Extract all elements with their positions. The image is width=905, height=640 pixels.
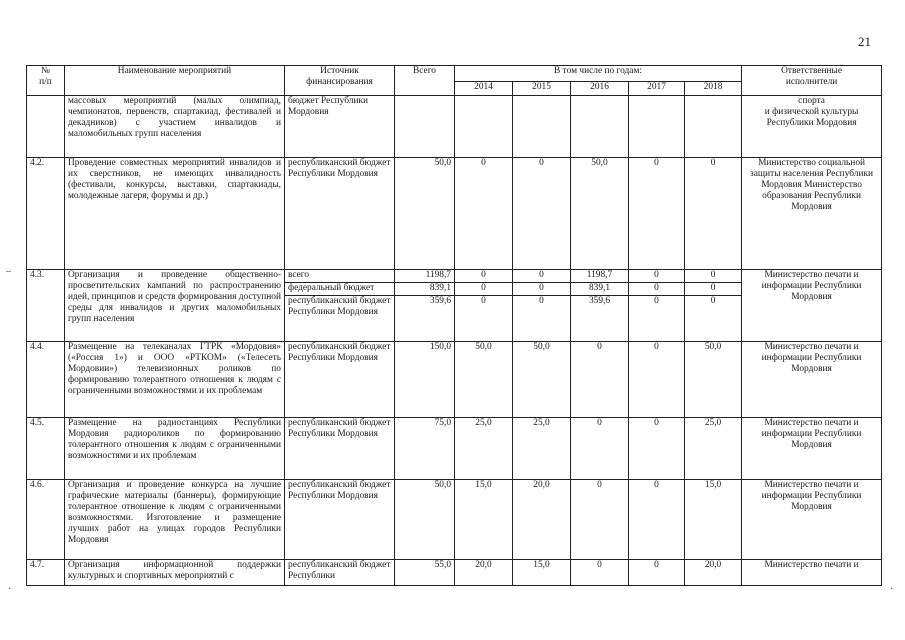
header-year: 2017 xyxy=(629,82,685,96)
header-num: № п/п xyxy=(27,66,65,96)
value-line: 1198,7 xyxy=(571,270,628,283)
funding-source-line: всего xyxy=(285,270,394,283)
year-value xyxy=(629,96,685,158)
total-value xyxy=(395,96,455,158)
responsible-executor: Министерство печати и xyxy=(742,560,882,586)
year-value: 0 xyxy=(571,418,629,480)
year-value: 0 xyxy=(629,418,685,480)
header-source: Источник финансирования xyxy=(285,66,395,96)
funding-source: республиканский бюджет Республики Мордовия xyxy=(285,418,395,480)
table-row xyxy=(27,480,882,560)
table-row xyxy=(27,270,882,342)
total-value: 50,0 xyxy=(395,158,455,270)
total-value: 50,0 xyxy=(395,480,455,560)
year-value: 20,0 xyxy=(455,560,513,586)
total-value: 55,0 xyxy=(395,560,455,586)
year-value xyxy=(513,96,571,158)
measure-name: Размещение на телеканалах ГТРК «Мордовия» («Россия 1») и ООО «РТКОМ» («Телесеть Мордовии») телевизионных роликов по формированию толерантного отношения к людям с ограниченными возможностями и их проблемам xyxy=(65,342,285,418)
row-number: 4.3. xyxy=(27,270,65,342)
funding-source xyxy=(285,270,395,342)
measure-name: Размещение на радиостанциях Республики Мордовия радиороликов по формированию толерантного отношения к людям с ограниченными возможностями и их проблемам xyxy=(65,418,285,480)
margin-mark: – xyxy=(6,266,11,277)
header-year: 2015 xyxy=(513,82,571,96)
responsible-executor: Министерство печати и информации Республики Мордовия xyxy=(742,418,882,480)
header-responsible: Ответственные исполнители xyxy=(742,66,882,96)
measure-name: Организация информационной поддержки культурных и спортивных мероприятий с xyxy=(65,560,285,586)
year-value xyxy=(571,270,629,342)
year-value: 0 xyxy=(571,560,629,586)
year-value xyxy=(571,96,629,158)
value-line: 0 xyxy=(710,296,716,306)
funding-source: республиканский бюджет Республики Мордовия xyxy=(285,342,395,418)
year-value: 25,0 xyxy=(513,418,571,480)
header-total: Всего xyxy=(395,66,455,96)
measure-name: массовых мероприятий (малых олимпиад, чемпионатов, первенств, спартакиад, фестивалей и декадников) с участием инвалидов и маломобильных групп населения xyxy=(65,96,285,158)
row-number: 4.6. xyxy=(27,480,65,560)
value-line: 0 xyxy=(513,283,570,296)
responsible-executor: Министерство печати и информации Республики Мордовия xyxy=(742,342,882,418)
year-value: 15,0 xyxy=(455,480,513,560)
row-number: 4.2. xyxy=(27,158,65,270)
year-value: 15,0 xyxy=(513,560,571,586)
value-line: 359,6 xyxy=(588,296,611,306)
year-value: 25,0 xyxy=(685,418,742,480)
margin-mark: · xyxy=(890,584,894,595)
year-value: 50,0 xyxy=(455,342,513,418)
table-row xyxy=(27,418,882,480)
responsible-executor: Министерство социальной защиты населения Республики Мордовия Министерство образования Республики Мордовия xyxy=(742,158,882,270)
value-line: 839,1 xyxy=(571,283,628,296)
value-line: 0 xyxy=(513,270,570,283)
year-value: 50,0 xyxy=(513,342,571,418)
row-number xyxy=(27,96,65,158)
year-value: 20,0 xyxy=(513,480,571,560)
year-value: 50,0 xyxy=(571,158,629,270)
measure-name: Организация и проведение конкурса на лучшие графические материалы (баннеры), формирующие толерантное отношение к людям с ограниченными возможностями. Изготовление и размещение лучших работ на улицах городов Республики Мордовия xyxy=(65,480,285,560)
responsible-executor: Министерство печати и информации Республики Мордовия xyxy=(742,270,882,342)
measures-table xyxy=(26,65,882,586)
total-value xyxy=(395,270,455,342)
year-value: 15,0 xyxy=(685,480,742,560)
year-value: 0 xyxy=(455,158,513,270)
value-line: 0 xyxy=(629,270,684,283)
funding-source-line: республиканский бюджет Республики Мордовия xyxy=(288,296,391,317)
responsible-executor: спорта и физической культуры Республики Мордовия xyxy=(742,96,882,158)
funding-source: республиканский бюджет Республики Мордовия xyxy=(285,158,395,270)
value-line: 0 xyxy=(539,296,544,306)
table-row xyxy=(27,158,882,270)
total-value: 75,0 xyxy=(395,418,455,480)
year-value xyxy=(685,270,742,342)
row-number: 4.4. xyxy=(27,342,65,418)
funding-source: бюджет Республики Мордовия xyxy=(285,96,395,158)
header-year: 2018 xyxy=(685,82,742,96)
funding-source: республиканский бюджет Республики Мордовия xyxy=(285,480,395,560)
value-line: 0 xyxy=(481,296,486,306)
header-year: 2014 xyxy=(455,82,513,96)
year-value xyxy=(455,96,513,158)
row-number: 4.7. xyxy=(27,560,65,586)
table-row xyxy=(27,560,882,586)
value-line: 0 xyxy=(455,283,512,296)
year-value: 0 xyxy=(629,480,685,560)
header-name: Наименование мероприятий xyxy=(65,66,285,96)
measure-name: Проведение совместных мероприятий инвалидов и их сверстников, не имеющих инвалидность (фестивали, конкурсы, выставки, спартакиады, молодежные лагеря, форумы и др.) xyxy=(65,158,285,270)
value-line: 839,1 xyxy=(395,283,454,296)
row-number: 4.5. xyxy=(27,418,65,480)
year-value: 0 xyxy=(513,158,571,270)
value-line: 0 xyxy=(455,270,512,283)
funding-source: республиканский бюджет Республики xyxy=(285,560,395,586)
year-value: 0 xyxy=(629,560,685,586)
header-year: 2016 xyxy=(571,82,629,96)
year-value: 25,0 xyxy=(455,418,513,480)
value-line: 0 xyxy=(685,270,741,283)
year-value: 20,0 xyxy=(685,560,742,586)
year-value: 50,0 xyxy=(685,342,742,418)
year-value: 0 xyxy=(571,342,629,418)
year-value xyxy=(513,270,571,342)
page-number: 21 xyxy=(858,34,871,49)
funding-source-line: федеральный бюджет xyxy=(285,283,394,296)
value-line: 0 xyxy=(629,283,684,296)
measure-name: Организация и проведение общественно-просветительских кампаний по распространению идей, принципов и средств формирования доступной среды для инвалидов и других маломобильных групп населения xyxy=(65,270,285,342)
year-value: 0 xyxy=(629,342,685,418)
year-value xyxy=(685,96,742,158)
value-line: 1198,7 xyxy=(395,270,454,283)
responsible-executor: Министерство печати и информации Республики Мордовия xyxy=(742,480,882,560)
year-value: 0 xyxy=(571,480,629,560)
table-row xyxy=(27,96,882,158)
year-value: 0 xyxy=(685,158,742,270)
value-line: 359,6 xyxy=(429,296,451,306)
header-by-years: В том числе по годам: xyxy=(455,66,742,82)
margin-mark: · xyxy=(8,584,12,595)
year-value xyxy=(629,270,685,342)
total-value: 150,0 xyxy=(395,342,455,418)
table-row xyxy=(27,342,882,418)
value-line: 0 xyxy=(685,283,741,296)
value-line: 0 xyxy=(654,296,659,306)
year-value: 0 xyxy=(629,158,685,270)
year-value xyxy=(455,270,513,342)
